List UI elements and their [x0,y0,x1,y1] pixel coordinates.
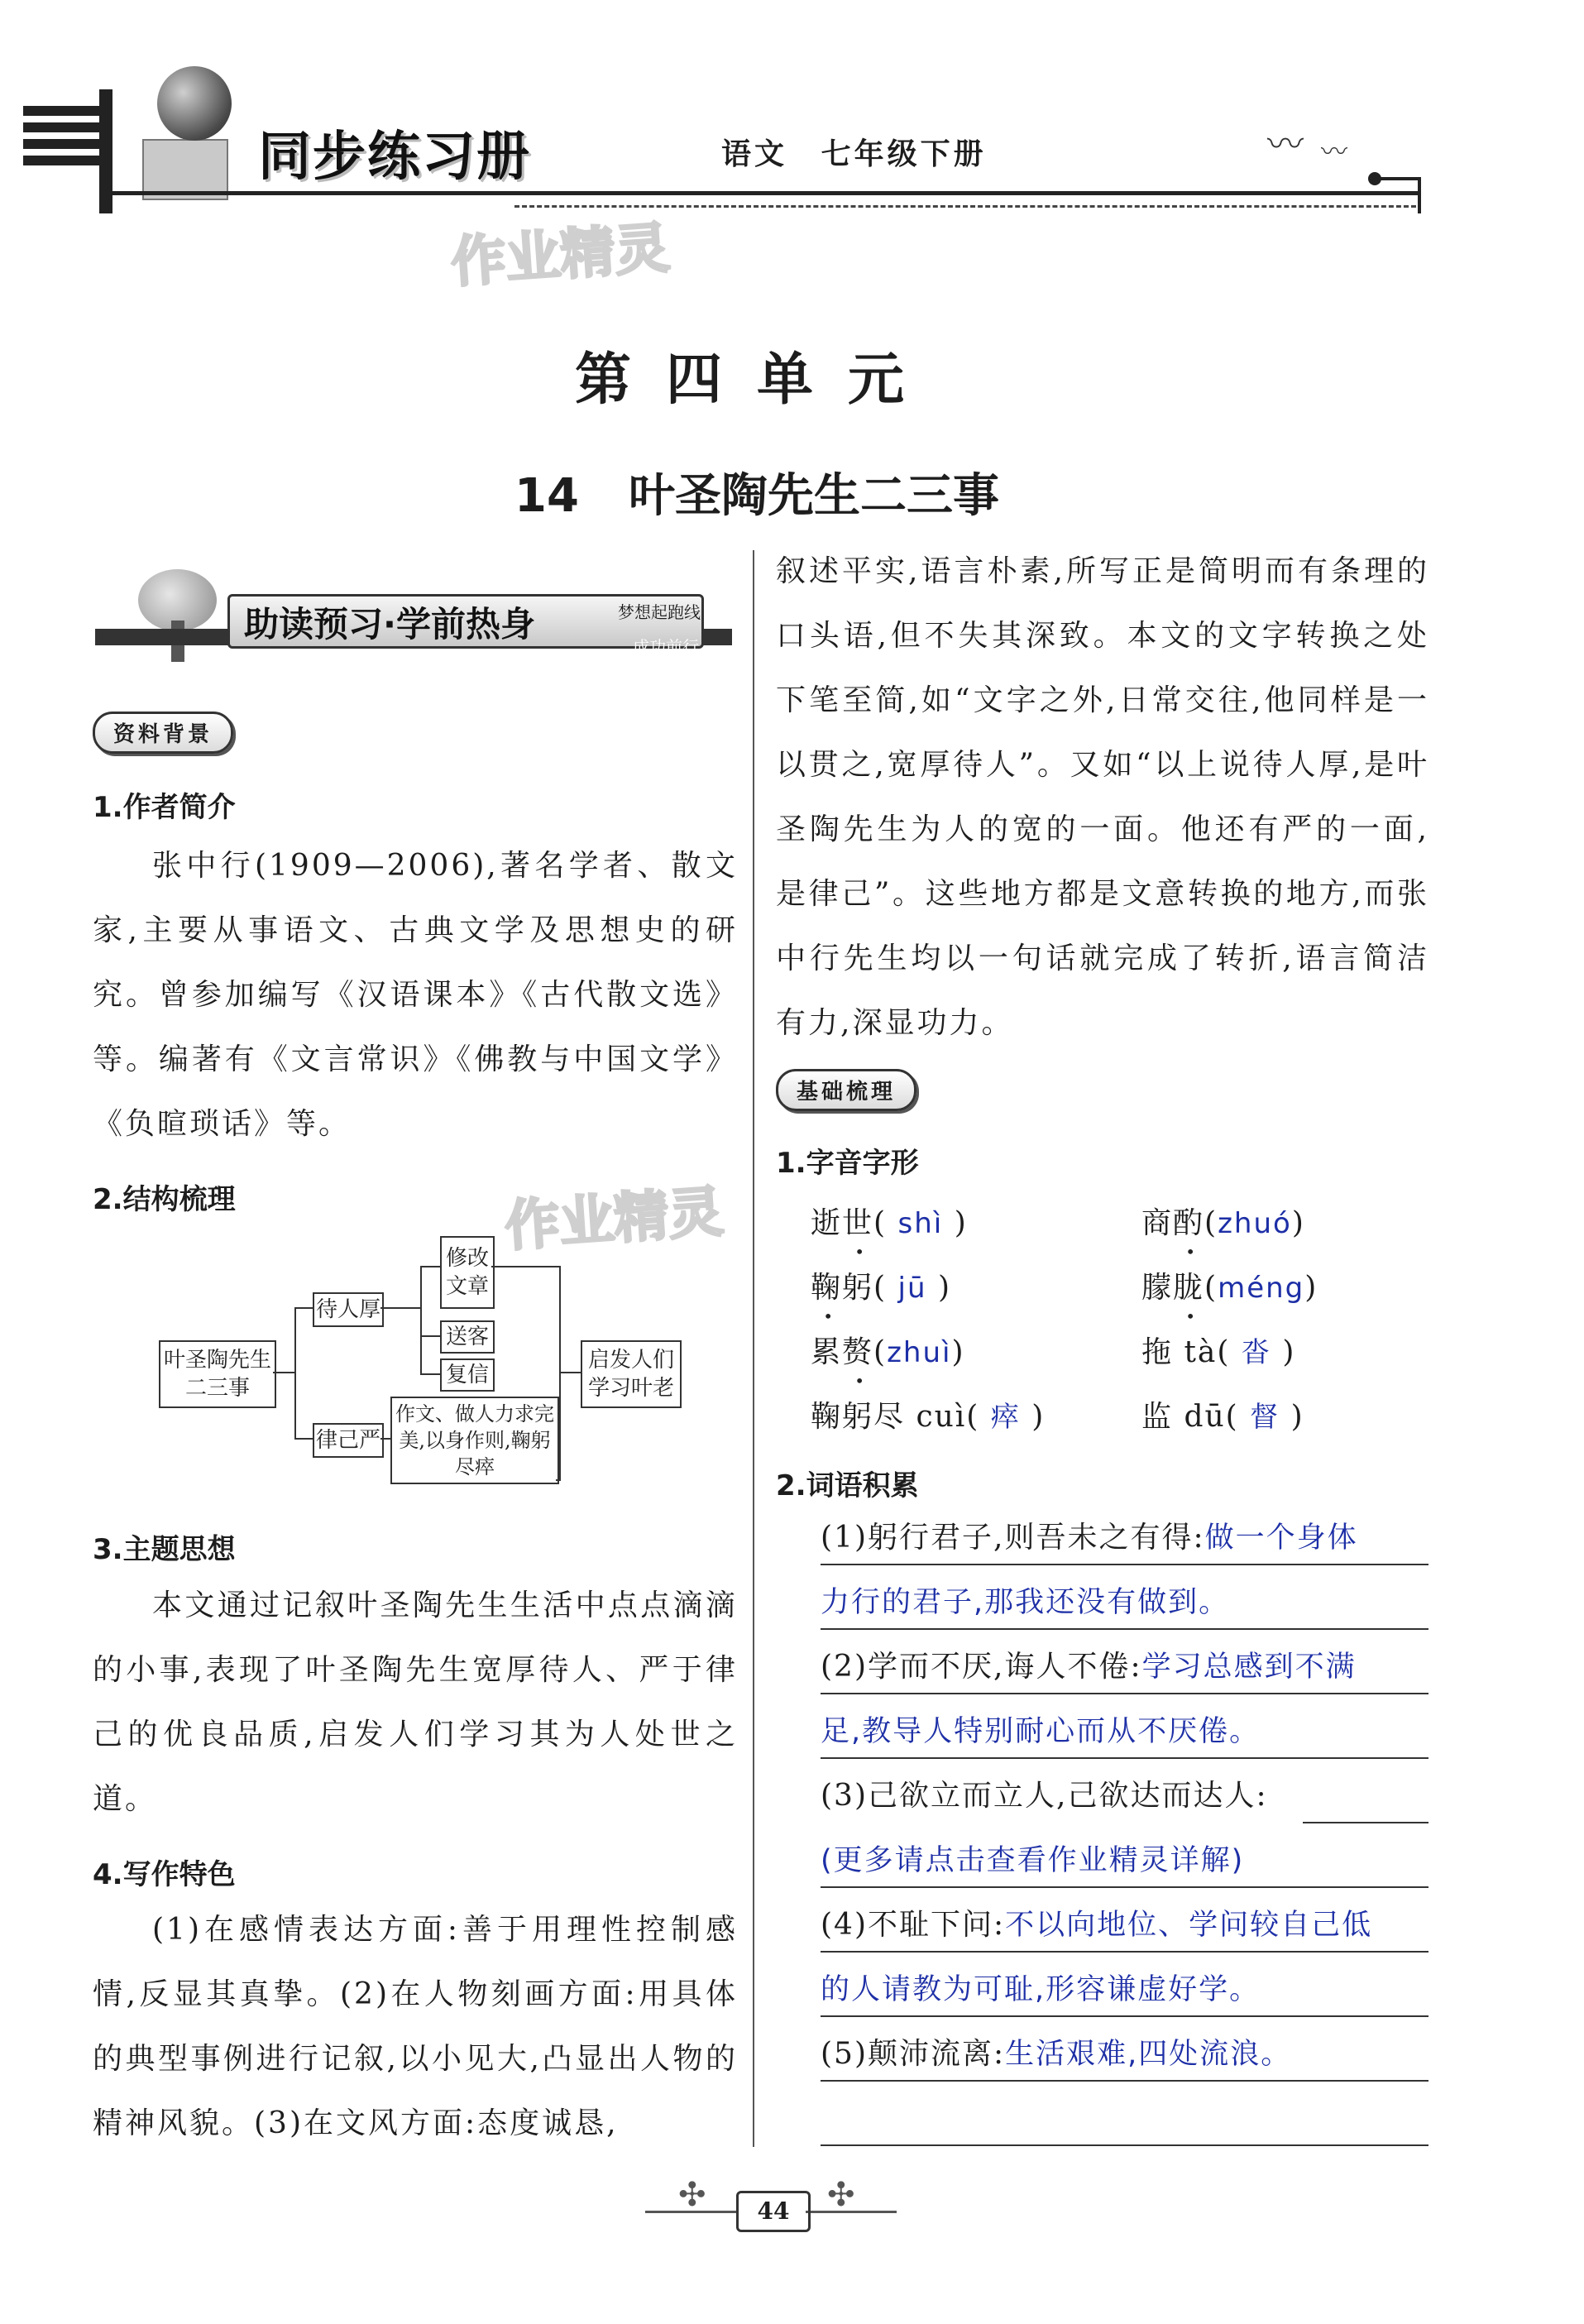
pinwheel-icon: ✣ [678,2176,706,2214]
pinyin-item [1141,1329,1295,1371]
theme-heading: 3.主题思想 [93,1533,236,1566]
pinyin-answer: shì [897,1207,944,1240]
diagram-connector [420,1266,422,1373]
column-divider [753,550,754,2147]
pinyin-answer: jū [897,1272,927,1305]
writing-text-continued: 叙述平实,语言朴素,所写正是简明而有条理的口头语,但不失其深致。本文的文字转换之处下笔至简,如“文字之外,日常交往,他同样是一以贯之,宽厚待人”。又如“以上说待人厚,是叶圣陶先生为人的宽的一面。他还有严的一面,是律己”。这些地方都是文意转换的地方,而张中行先生均以一句话就完成了转折,语言简洁有力,深显功力。 [776,554,1429,1040]
vocab-item [821,2022,1428,2087]
diagram-connector [420,1373,440,1375]
pinyin-answer: 沓 [1241,1336,1271,1369]
pinyin-item [1141,1200,1305,1242]
diagram-leaf-revise: 修改文章 [440,1236,495,1309]
pinyin-item [811,1264,951,1306]
answer-line [821,2144,1428,2146]
pinyin-bracket: ) [1280,1400,1304,1434]
diagram-connector [420,1335,440,1337]
pinyin-bracket: ) [926,1271,952,1305]
diagram-connector [491,1266,561,1267]
vocab-answer-cont: 力行的君子,那我还没有做到。 [821,1586,1230,1619]
banner-tagline-1: 梦想起跑线 [618,602,701,622]
banner-title: 助读预习·学前热身 [244,604,535,644]
vocab-item [821,1506,1428,1635]
pinyin-answer: zhuó [1218,1207,1292,1240]
diagram-connector [294,1307,296,1438]
vocab-answer-cont: 的人请教为可耻,形容谦虚好学。 [821,1973,1261,2006]
diagram-connector [559,1372,581,1373]
vocab-answer: 生活艰难,四处流浪。 [1005,2038,1292,2071]
section-banner [95,563,732,670]
vocab-answer-cont: 足,教导人特别耐心而从不厌倦。 [821,1715,1261,1748]
pinyin-prefix: 逝 [811,1206,843,1240]
diagram-leaf-reply: 复信 [440,1358,495,1392]
diagram-leaf-see-off: 送客 [440,1320,495,1354]
header-stripes [23,106,102,172]
pinwheel-icon: ✣ [827,2176,855,2214]
pinyin-marked-char: 酌 [1173,1206,1205,1240]
vocab-question: (5)颠沛流离: [821,2037,1006,2071]
vocab-answer: 做一个身体 [1204,1521,1358,1555]
pinyin-prefix: 朦 [1141,1271,1174,1305]
header-rule [103,191,1418,195]
pinyin-item [811,1393,1045,1435]
answer-line [821,2080,1428,2082]
diagram-connector [420,1266,440,1267]
vocab-question: (4)不耻下问: [821,1908,1006,1942]
header-hook [1380,177,1421,213]
diagram-branch-1: 待人厚 [313,1292,384,1327]
pinyin-marked-char: 鞠 [811,1271,843,1305]
vocab-answer: 学习总感到不满 [1141,1651,1357,1684]
pinyin-bracket: ) [943,1206,968,1240]
book-subtitle [721,131,987,173]
diagram-result: 启发人们学习叶老 [581,1340,682,1408]
theme-text: 本文通过记叙叶圣陶先生生活中点点滴滴的小事,表现了叶圣陶先生宽厚待人、严于律己的优良品质,启发人们学习其为人处世之道。 [93,1588,738,1816]
pinyin-bracket: ( [1204,1206,1218,1240]
lesson-name: 叶圣陶先生二三事 [628,469,999,523]
diagram-connector [556,1479,561,1481]
pinyin-item [1141,1393,1304,1435]
writing-heading: 4.写作特色 [93,1858,236,1891]
pinyin-answer: zhuì [887,1336,952,1369]
vocab-item [821,1635,1428,1764]
vocab-question: (1)躬行君子,则吾未之有得: [821,1521,1205,1555]
bird-icon: 〰 [1267,123,1304,165]
subject-label: 语文 [721,137,788,171]
diagram-connector [380,1307,422,1309]
vocab-answer-cont: (更多请点击查看作业精灵详解) [821,1844,1245,1877]
page-header [18,31,1424,197]
pinyin-answer: méng [1218,1272,1305,1305]
pinyin-bracket: 躬( [842,1271,898,1305]
answer-line [1303,1822,1428,1823]
diagram-connector [559,1266,561,1481]
pinyin-marked-char: 胧 [1173,1271,1205,1305]
diagram-leaf-self-discipline: 作文、做人力求完美,以身作则,鞠躬尽瘁 [390,1397,559,1484]
pinyin-prefix: 累 [811,1335,843,1369]
pinyin-prefix: 监 dū( [1141,1400,1251,1434]
tag-background: 资料背景 [93,712,233,754]
writing-text: (1)在感情表达方面:善于用理性控制感情,反显其真挚。(2)在人物刻画方面:用具体的典型事例进行记叙,以小见大,凸显出人物的精神风貌。(3)在文风方面:态度诚恳, [93,1913,738,2140]
pinyin-heading: 1.字音字形 [776,1147,919,1180]
vocab-item [821,1764,1428,1893]
answer-line [821,2015,1428,2017]
answer-line [821,1951,1428,1953]
vocab-item [821,1893,1428,2022]
watermark-middle: 作业精灵 [503,1179,725,1259]
answer-line [821,1886,1428,1888]
answer-line [821,1564,1428,1565]
vocab-heading: 2.词语积累 [776,1469,919,1502]
pinyin-marked-char: 赘 [842,1335,874,1369]
pinyin-bracket: ) [1291,1206,1305,1240]
diagram-connector [294,1307,313,1309]
lesson-title [0,459,1514,525]
pinyin-answer: 瘁 [990,1401,1021,1434]
vocab-question: (2)学而不厌,诲人不倦: [821,1650,1142,1684]
answer-line [821,1757,1428,1759]
lesson-number: 14 [514,469,579,523]
page-number: 44 [736,2191,811,2232]
banner-tagline-2: 成功前行 [633,637,699,657]
structure-heading: 2.结构梳理 [93,1183,236,1216]
pinyin-item [1141,1264,1318,1306]
pinyin-bracket: ) [1271,1335,1296,1369]
pinyin-marked-char: 世 [842,1206,874,1240]
pinyin-prefix: 拖 tà( [1141,1335,1242,1369]
diagram-branch-2: 律己严 [313,1423,384,1458]
diagram-connector [273,1372,296,1373]
answer-line [821,1693,1428,1694]
watermark-top: 作业精灵 [449,215,672,295]
diagram-connector [380,1438,390,1440]
pinyin-bracket: ( [873,1335,888,1369]
pinyin-prefix: 鞠躬尽 cuì( [811,1400,991,1434]
vocab-answer: 不以向地位、学问较自己低 [1005,1909,1373,1942]
globe-icon [157,66,232,141]
grade-label: 七年级下册 [821,137,987,171]
answer-line [821,1628,1428,1630]
author-text: 张中行(1909—2006),著名学者、散文家,主要从事语文、古典文学及思想史的研究。曾参加编写《汉语课本》《古代散文选》等。编著有《文言常识》《佛教与中国文学》《负暄琐话》等。 [93,849,738,1141]
author-heading: 1.作者简介 [93,791,236,824]
pinyin-bracket: ) [951,1335,965,1369]
diagram-root: 叶圣陶先生二三事 [159,1340,276,1408]
pinyin-answer: 督 [1250,1401,1280,1434]
tag-basics: 基础梳理 [776,1069,916,1111]
pinyin-item [811,1329,965,1371]
pinyin-bracket: ) [1020,1400,1046,1434]
pinyin-bracket: ( [873,1206,898,1240]
unit-title: 第四单元 [574,347,939,413]
pinyin-bracket: ) [1304,1271,1318,1305]
book-title: 同步练习册 [258,127,531,188]
pinyin-item [811,1200,968,1242]
diagram-connector [294,1438,313,1440]
bird-small-icon: 〰 [1321,136,1348,167]
pinyin-prefix: 商 [1141,1206,1174,1240]
pinyin-bracket: ( [1204,1271,1218,1305]
vocab-question: (3)己欲立而立人,己欲达而达人: [821,1779,1268,1813]
tree-icon [128,563,227,662]
